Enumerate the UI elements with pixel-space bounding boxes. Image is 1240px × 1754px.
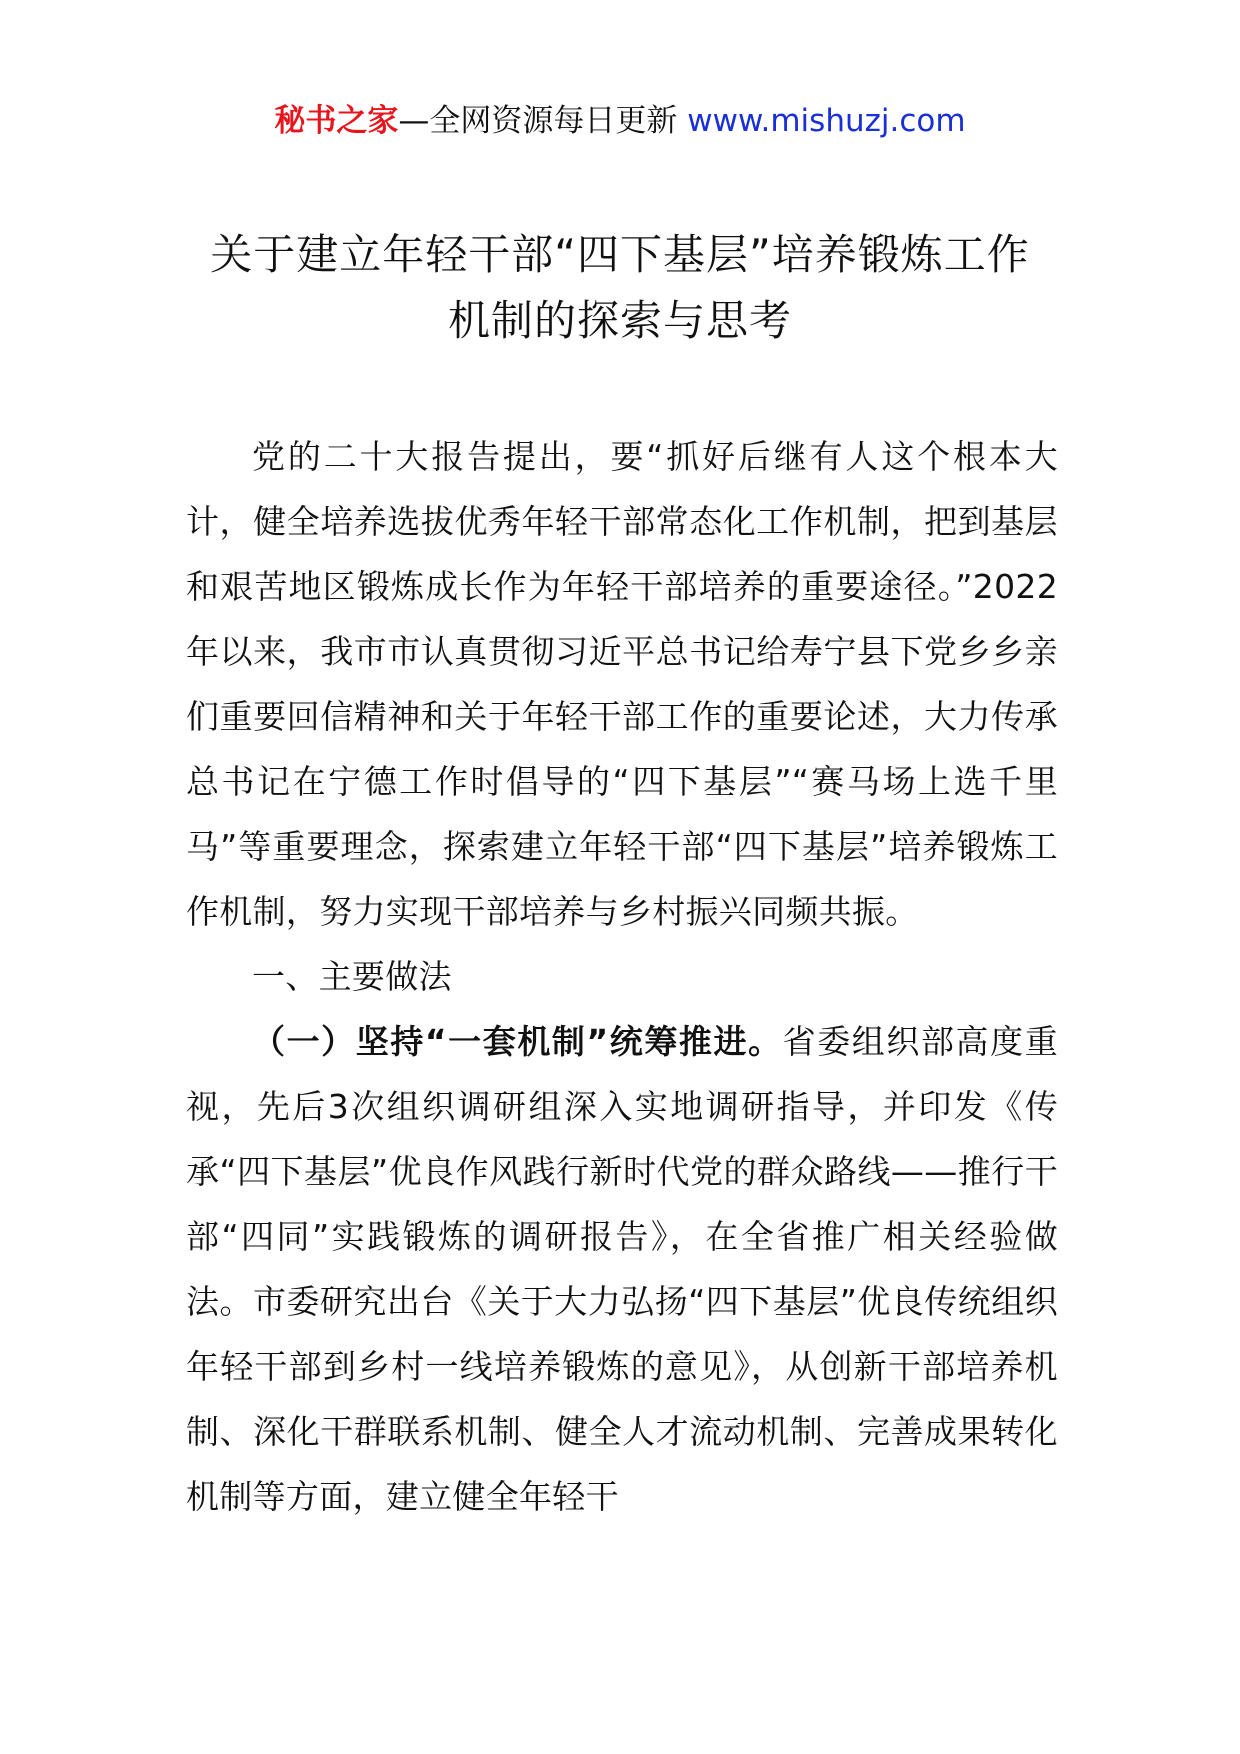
title-line-2: 机制的探索与思考 xyxy=(447,296,792,345)
paragraph-subsection-1 xyxy=(186,1009,1058,1529)
header-dash: — xyxy=(398,103,430,139)
subsection-heading: （一）坚持“一套机制”统筹推进。 xyxy=(252,1022,783,1061)
paragraph-intro: 党的二十大报告提出，要“抓好后继有人这个根本大计，健全培养选拔优秀年轻干部常态化工作机制，把到基层和艰苦地区锻炼成长作为年轻干部培养的重要途径。”2022年以来，我市市认真贯彻习近平总书记给寿宁县下党乡乡亲们重要回信精神和关于年轻干部工作的重要论述，大力传承总书记在宁德工作时倡导的“四下基层”“赛马场上选千里马”等重要理念，探索建立年轻干部“四下基层”培养锻炼工作机制，努力实现干部培养与乡村振兴同频共振。 xyxy=(186,437,1058,931)
title-line-1: 关于建立年轻干部“四下基层”培养锻炼工作 xyxy=(210,230,1030,279)
section-heading: 一、主要做法 xyxy=(252,957,452,996)
document-title xyxy=(150,222,1090,354)
page-header xyxy=(0,98,1240,144)
subsection-text: 省委组织部高度重视，先后3次组织调研组深入实地调研指导，并印发《传承“四下基层”优良作风践行新时代党的群众路线——推行干部“四同”实践锻炼的调研报告》，在全省推广相关经验做法。市委研究出台《关于大力弘扬“四下基层”优良传统组织年轻干部到乡村一线培养锻炼的意见》，从创新干部培养机制、深化干群联系机制、健全人才流动机制、完善成果转化机制等方面，建立健全年轻干 xyxy=(186,1022,1058,1516)
header-url-link[interactable]: www.mishuzj.com xyxy=(687,103,966,139)
header-brand: 秘书之家 xyxy=(274,103,399,139)
document-body xyxy=(186,424,1058,1529)
header-slogan: 全网资源每日更新 xyxy=(429,103,688,139)
